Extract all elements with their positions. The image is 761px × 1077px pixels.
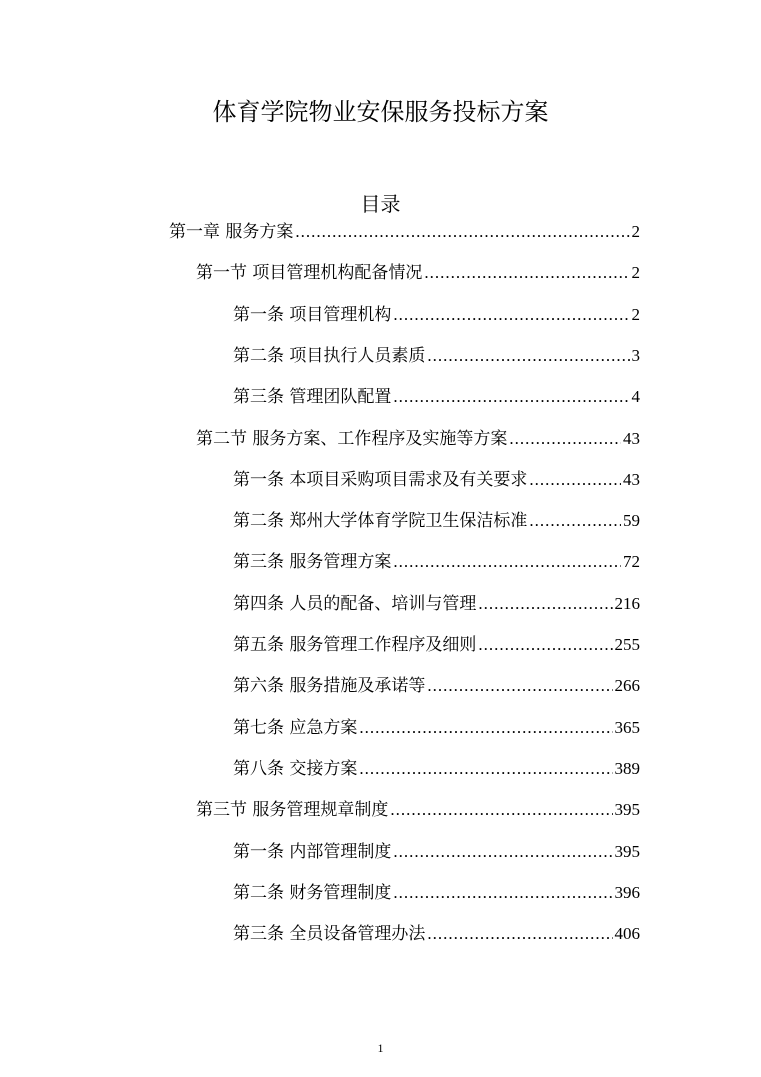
toc-entry-article[interactable] <box>233 548 640 576</box>
toc-dot-leader <box>478 631 612 659</box>
toc-entry-page: 395 <box>614 800 640 820</box>
toc-entry-section-1[interactable] <box>196 259 640 287</box>
toc-entry-label: 第一章 服务方案 <box>169 222 294 242</box>
toc-dot-leader <box>427 342 629 370</box>
toc-dot-leader <box>359 755 612 783</box>
toc-entry-page: 365 <box>614 717 640 737</box>
toc-entry-page: 216 <box>614 593 640 613</box>
toc-entry-page: 389 <box>614 758 640 778</box>
toc-entry-article[interactable] <box>233 383 640 411</box>
toc-entry-article[interactable] <box>233 672 640 700</box>
toc-dot-leader <box>393 838 612 866</box>
toc-entry-article[interactable] <box>233 590 640 618</box>
toc-dot-leader <box>393 548 621 576</box>
toc-dot-leader <box>393 383 629 411</box>
toc-entry-article[interactable] <box>233 301 640 329</box>
toc-entry-article[interactable] <box>233 342 640 370</box>
toc-entry-article[interactable] <box>233 466 640 494</box>
toc-entry-label: 第三节 服务管理规章制度 <box>196 800 389 821</box>
toc-entry-label: 第一节 项目管理机构配备情况 <box>196 263 423 284</box>
toc-entry-article[interactable] <box>233 631 640 659</box>
toc-entry-label: 第五条 服务管理工作程序及细则 <box>233 635 477 655</box>
toc-entry-article[interactable] <box>233 714 640 742</box>
toc-entry-page: 255 <box>614 635 640 654</box>
toc-entry-article[interactable] <box>233 507 640 535</box>
toc-entry-chapter-1[interactable] <box>169 218 640 246</box>
toc-entry-article[interactable] <box>233 838 640 866</box>
toc-entry-label: 第四条 人员的配备、培训与管理 <box>233 593 477 614</box>
toc-dot-leader <box>529 466 621 494</box>
toc-dot-leader <box>393 301 629 329</box>
toc-entry-label: 第七条 应急方案 <box>233 717 358 738</box>
page-number: 1 <box>377 1041 384 1055</box>
toc-dot-leader <box>509 425 621 453</box>
toc-entry-section-3[interactable] <box>196 796 640 824</box>
toc-entry-page: 59 <box>623 511 640 531</box>
toc-dot-leader <box>390 796 612 824</box>
toc-entry-label: 第二条 郑州大学体育学院卫生保洁标准 <box>233 511 528 532</box>
toc-entry-page: 2 <box>631 222 640 241</box>
toc-entry-page: 406 <box>614 924 640 944</box>
toc-dot-leader <box>359 714 612 742</box>
toc-dot-leader <box>393 879 612 907</box>
toc-dot-leader <box>295 218 629 246</box>
document-title: 体育学院物业安保服务投标方案 <box>212 98 549 126</box>
toc-entry-page: 3 <box>631 345 640 365</box>
toc-entry-article[interactable] <box>233 755 640 783</box>
toc-entry-label: 第一条 项目管理机构 <box>233 304 392 325</box>
toc-dot-leader <box>478 590 612 618</box>
toc-entry-label: 第三条 服务管理方案 <box>233 552 392 573</box>
toc-entry-page: 395 <box>614 841 640 861</box>
toc-entry-label: 第二节 服务方案、工作程序及实施等方案 <box>196 428 508 449</box>
toc-entry-label: 第二条 财务管理制度 <box>233 882 392 903</box>
toc-entry-page: 72 <box>623 552 640 572</box>
toc-entry-label: 第一条 本项目采购项目需求及有关要求 <box>233 469 528 490</box>
toc-entry-article[interactable] <box>233 920 640 948</box>
toc-entry-article[interactable] <box>233 879 640 907</box>
toc-dot-leader <box>529 507 621 535</box>
toc-entry-label: 第二条 项目执行人员素质 <box>233 345 426 366</box>
toc-entry-label: 第三条 全员设备管理办法 <box>233 924 426 945</box>
toc-dot-leader <box>427 920 612 948</box>
toc-dot-leader <box>424 259 629 287</box>
toc-entry-page: 2 <box>631 263 640 283</box>
toc-entry-page: 43 <box>623 469 640 489</box>
toc-entry-page: 396 <box>614 882 640 902</box>
toc-entry-label: 第八条 交接方案 <box>233 758 358 779</box>
toc-entry-label: 第六条 服务措施及承诺等 <box>233 676 426 697</box>
toc-entry-label: 第三条 管理团队配置 <box>233 387 392 408</box>
toc-dot-leader <box>427 672 612 700</box>
toc-entry-page: 266 <box>614 676 640 696</box>
toc-entry-section-2[interactable] <box>196 425 640 453</box>
toc-entry-page: 43 <box>623 428 640 448</box>
toc-entry-label: 第一条 内部管理制度 <box>233 841 392 862</box>
toc-heading: 目录 <box>360 192 401 216</box>
toc-entry-page: 2 <box>631 304 640 324</box>
toc-entry-page: 4 <box>631 387 640 407</box>
